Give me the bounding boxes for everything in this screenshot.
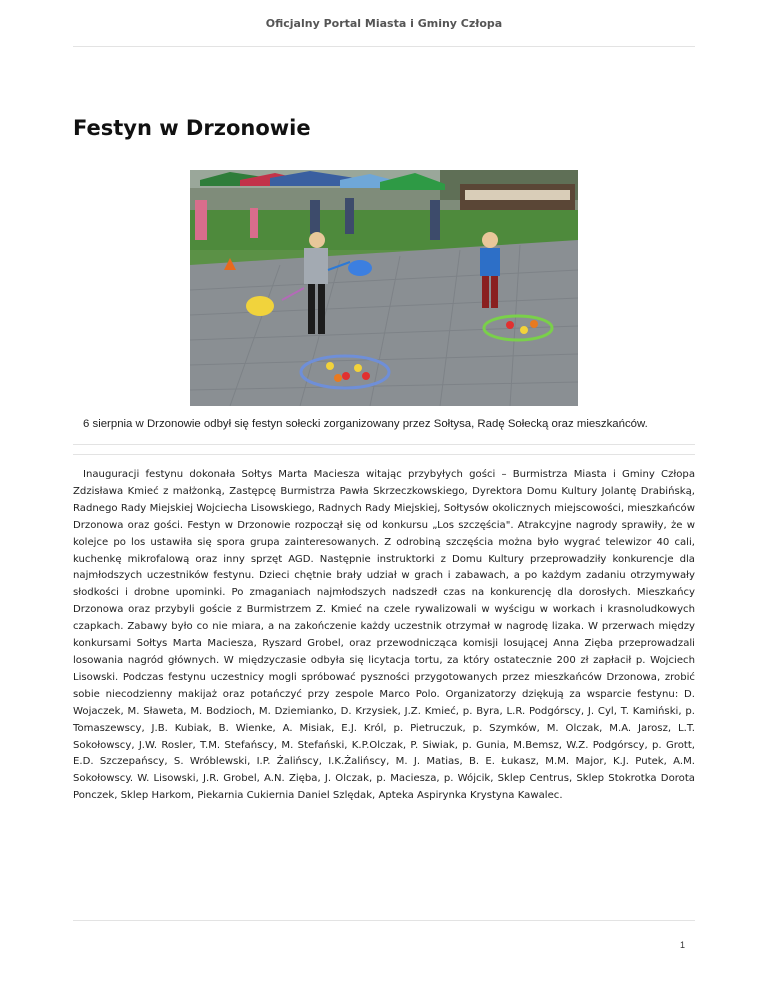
- divider: [73, 454, 695, 455]
- article-title[interactable]: Festyn w Drzonowie: [73, 116, 311, 140]
- page-number: 1: [679, 940, 685, 950]
- divider: [73, 444, 695, 445]
- article-body: [73, 467, 695, 805]
- festival-photo[interactable]: [190, 170, 578, 406]
- page-header: [73, 0, 695, 47]
- photo-caption[interactable]: 6 sierpnia w Drzonowie odbył się festyn sołecki zorganizowany przez Sołtysa, Radę Sołecką oraz mieszkańców.: [83, 418, 648, 430]
- site-title[interactable]: Oficjalny Portal Miasta i Gminy Człopa: [265, 17, 503, 30]
- article-paragraph[interactable]: Inauguracji festynu dokonała Sołtys Marta Maciesza witając przybyłych gości – Burmistrza Miasta i Gminy Człopa Zdzisława Kmieć z małżonką, Zastępcę Burmistrza Pawła Skrzeczkowskiego, Dyrektora Domu Kultury Jolantę Drabińską, Radnego Rady Miejskiej Wojciecha Lisowskiego, Radnych Rady Miejskiej, Sołtysów okolicznych miejscowości, mieszkańców Drzonowa oraz gości. Festyn w Drzonowie rozpoczął się od konkursu „Los szczęścia". Atrakcyjne nagrody sprawiły, że w kolejce po los ustawiła się spora grupa zainteresowanych. Z odrobiną szczęścia można było wygrać telewizor 40 cali, kuchenkę mikrofalową oraz inny sprzęt AGD. Następnie instruktorki z Domu Kultury przeprowadziły konkurencje dla najmłodszych uczestników festynu. Dzieci chętnie brały udział w grach i zabawach, a po każdym zadaniu otrzymywały słodkości i drobne upominki. Po zmaganiach najmłodszych nadszedł czas na konkurencję dla dorosłych. Mieszkańcy Drzonowa oraz przybyli goście z Burmistrzem Z. Kmieć na czele rywalizowali w wyścigu w workach i krasnoludkowych czapkach. Zabawy było co nie miara, a na zakończenie każdy uczestnik otrzymał w nagrodę lizaka. W przerwach między konkursami Sołtys Marta Maciesza, Ryszard Grobel, oraz przewodnicząca komisji losującej Anna Zięba przeprowadzali losowania nagród głównych. W międzyczasie odbyła się licytacja tortu, za który ostatecznie 200 zł zapłacił p. Wojciech Lisowski. Podczas festynu uczestnicy mogli spróbować pyszności przygotowanych przez mieszkańców Drzonowa, zrobić sobie niecodzienny makijaż oraz potańczyć przy zespole Marco Polo. Organizatorzy dziękują za wsparcie festynu: D. Wojaczek, M. Sławeta, M. Bodzioch, M. Dziemianko, D. Krzysiek, J.Z. Kmieć, p. Byra, L.R. Podgórscy, J. Cyl, T. Kamiński, p. Tomaszewscy, J.B. Kubiak, B. Wienke, A. Misiak, E.J. Król, p. Pietruczuk, p. Szymków, M. Olczak, M.A. Jarosz, L.T. Sokołowscy, J.W. Rosler, T.M. Stefańscy, M. Stefański, K.P.Olczak, P. Siwiak, p. Gunia, M.Bemsz, W.Z. Podgórscy, p. Grott, E.D. Szczepańscy, S. Wróblewski, I.P. Żalińscy, I.K.Żalińscy, M. J. Matias, B. E. Łukasz, M.M. Major, K.J. Putek, A.M. Sokołowscy. W. Lisowski, J.R. Grobel, A.N. Zięba, J. Olczak, p. Maciesza, p. Wójcik, Sklep Centrus, Sklep Stokrotka Dorota Ponczek, Sklep Harkom, Piekarnia Cukiernia Daniel Szlędak, Apteka Aspirynka Krystyna Kawalec.: [73, 469, 695, 802]
- page-footer-divider: [73, 920, 695, 921]
